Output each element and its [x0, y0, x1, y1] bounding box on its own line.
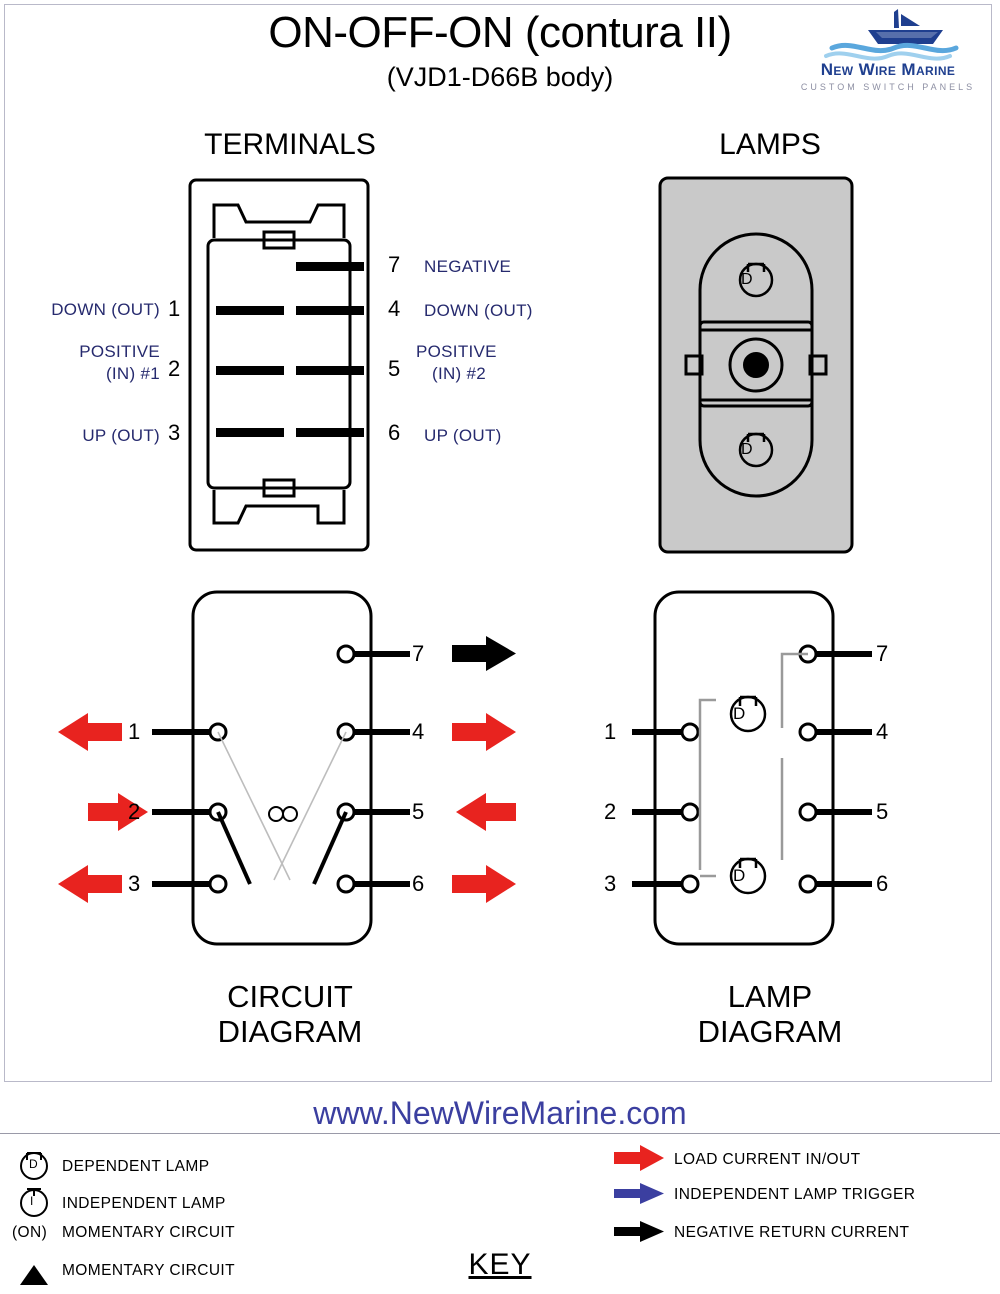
terminal-label-4: DOWN (OUT)	[424, 301, 533, 320]
lamps-heading: LAMPS	[719, 128, 821, 161]
logo-tagline: CUSTOM SWITCH PANELS	[800, 82, 976, 92]
circuit-terminal-6: 6	[412, 871, 425, 896]
terminal-label-5-line2: (IN) #2	[432, 364, 487, 383]
key-independent-i-glyph: I	[30, 1194, 34, 1208]
key-item-negative-return-current: NEGATIVE RETURN CURRENT	[674, 1224, 910, 1241]
circuit-caption-line1: CIRCUIT	[227, 979, 353, 1014]
circuit-terminal-7: 7	[412, 641, 425, 666]
terminal-label-3: UP (OUT)	[82, 426, 160, 445]
arrow-load-6	[452, 865, 516, 903]
lamps-panel-lower-d: D	[741, 441, 753, 458]
key-symbol-momentary-on: (ON)	[12, 1224, 48, 1241]
lamp-diagram-upper-d: D	[733, 704, 746, 723]
terminal-label-5-line1: POSITIVE	[416, 342, 497, 361]
terminal-label-2-line2: (IN) #1	[105, 364, 160, 383]
lamp-diagram-caption	[600, 980, 940, 1049]
terminal-number-1: 1	[168, 296, 181, 321]
circuit-terminal-1: 1	[128, 719, 141, 744]
key-dependent-d-glyph: D	[29, 1157, 38, 1171]
terminal-number-7: 7	[388, 252, 401, 277]
arrow-load-4	[452, 713, 516, 751]
page-title: ON-OFF-ON (contura II)	[268, 8, 732, 57]
lamp-terminal-2: 2	[604, 799, 617, 824]
website-url[interactable]: www.NewWireMarine.com	[313, 1095, 687, 1131]
key-item-momentary-circuit-on: MOMENTARY CIRCUIT	[62, 1224, 236, 1241]
terminal-number-2: 2	[168, 356, 181, 381]
key-item-dependent-lamp: DEPENDENT LAMP	[62, 1158, 210, 1175]
logo-brand: New Wire Marine	[820, 60, 956, 79]
lamp-diagram-lower-d: D	[733, 866, 746, 885]
terminal-label-7: NEGATIVE	[424, 257, 512, 276]
arrow-load-3	[58, 865, 122, 903]
terminal-number-5: 5	[388, 356, 401, 381]
circuit-terminal-3: 3	[128, 871, 141, 896]
key-item-independent-lamp: INDEPENDENT LAMP	[62, 1195, 226, 1212]
arrow-load-5	[456, 793, 516, 831]
circuit-terminal-5: 5	[412, 799, 425, 824]
terminals-heading: TERMINALS	[204, 128, 376, 161]
arrow-negative-7	[452, 636, 516, 671]
arrow-load-1	[58, 713, 122, 751]
key-heading: KEY	[468, 1248, 532, 1281]
circuit-terminal-2: 2	[128, 799, 141, 824]
circuit-caption-line2: DIAGRAM	[217, 1013, 363, 1049]
terminal-number-4: 4	[388, 296, 401, 321]
circuit-terminal-4: 4	[412, 719, 425, 744]
page-subtitle: (VJD1-D66B body)	[386, 62, 614, 92]
lamp-terminal-6: 6	[876, 871, 889, 896]
lamp-caption-line2: DIAGRAM	[697, 1013, 843, 1049]
key-item-load-current: LOAD CURRENT IN/OUT	[674, 1151, 861, 1168]
lamp-terminal-4: 4	[876, 719, 889, 744]
terminal-number-3: 3	[168, 420, 181, 445]
key-item-independent-lamp-trigger: INDEPENDENT LAMP TRIGGER	[674, 1186, 916, 1203]
lamp-caption-line1: LAMP	[727, 979, 813, 1014]
terminal-number-6: 6	[388, 420, 401, 445]
terminal-label-2-line1: POSITIVE	[79, 342, 160, 361]
lamp-terminal-3: 3	[604, 871, 617, 896]
lamp-terminal-5: 5	[876, 799, 889, 824]
lamps-panel-upper-d: D	[741, 271, 753, 288]
key-item-momentary-circuit-triangle: MOMENTARY CIRCUIT	[62, 1262, 236, 1279]
lamp-terminal-7: 7	[876, 641, 889, 666]
circuit-diagram-caption	[120, 980, 460, 1049]
terminal-label-6: UP (OUT)	[424, 426, 502, 445]
terminal-label-1: DOWN (OUT)	[51, 300, 160, 319]
lamp-terminal-1: 1	[604, 719, 617, 744]
